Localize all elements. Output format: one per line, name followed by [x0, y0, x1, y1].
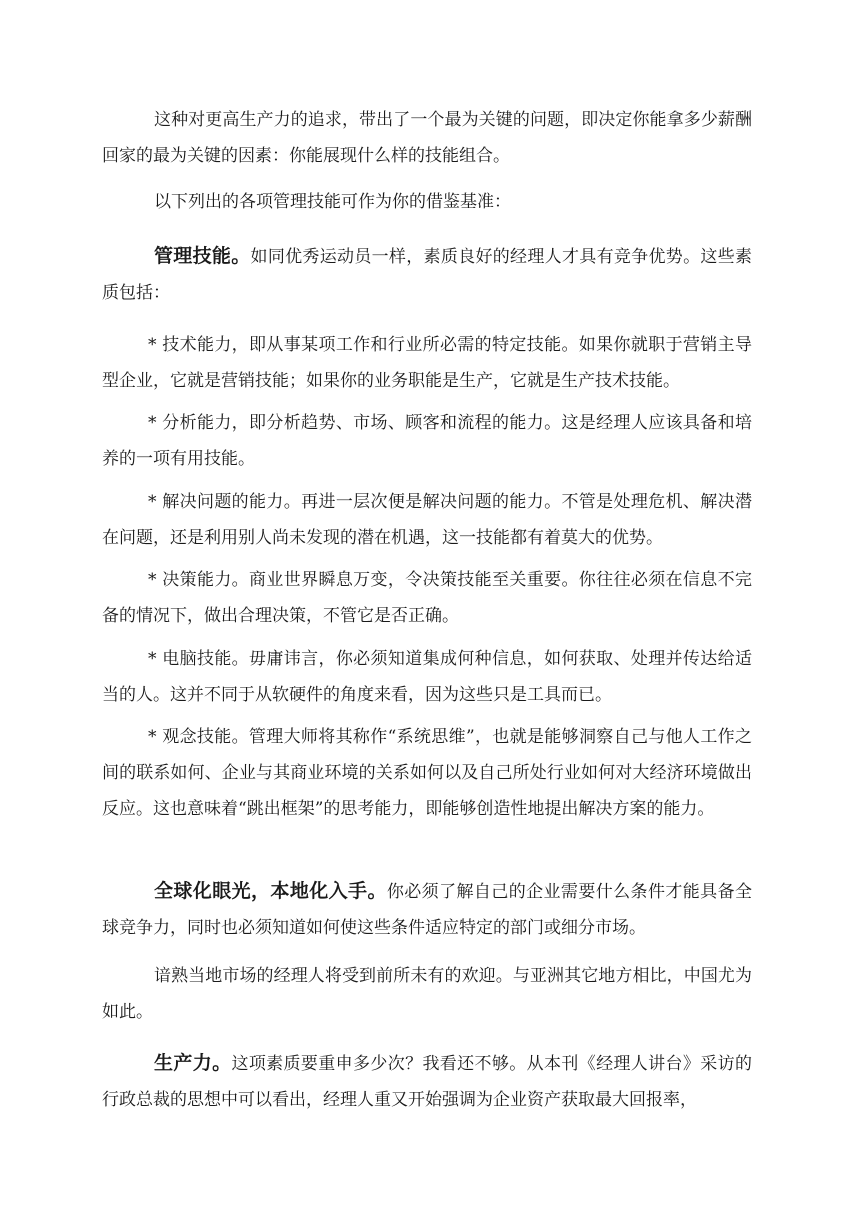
- global-text: 你必须了解自己的企业需要什么条件才能具备全球竞争力，同时也必须知道如何使这些条件适应特定的部门或细分市场。: [102, 882, 752, 938]
- management-skills-text: 如同优秀运动员一样，素质良好的经理人才具有竞争优势。这些素质包括：: [102, 247, 752, 303]
- skill-item-problem-solving: * 解决问题的能力。再进一层次便是解决问题的能力。不管是处理危机、解决潜在问题，还是利用别人尚未发现的潜在机遇，这一技能都有着莫大的优势。: [102, 492, 752, 548]
- skill-item-analytical: * 分析能力，即分析趋势、市场、顾客和流程的能力。这是经理人应该具备和培养的一项有用技能。: [102, 413, 752, 469]
- intro-paragraph: 这种对更高生产力的追求，带出了一个最为关键的问题，即决定你能拿多少薪酬回家的最为关键的因素：你能展现什么样的技能组合。: [102, 110, 752, 166]
- productivity-text: 这项素质要重申多少次？我看还不够。从本刊《经理人讲台》采访的行政总裁的思想中可以看出，经理人重又开始强调为企业资产获取最大回报率，: [102, 1054, 752, 1110]
- skill-item-technical: * 技术能力，即从事某项工作和行业所必需的特定技能。如果你就职于营销主导型企业，它就是营销技能；如果你的业务职能是生产，它就是生产技术技能。: [102, 335, 752, 391]
- local-market-paragraph: 谙熟当地市场的经理人将受到前所未有的欢迎。与亚洲其它地方相比，中国尤为如此。: [102, 966, 752, 1022]
- lead-paragraph: 以下列出的各项管理技能可作为你的借鉴基准：: [154, 192, 511, 212]
- productivity-heading: 生产力。: [154, 1052, 232, 1074]
- skill-item-decision: * 决策能力。商业世界瞬息万变，令决策技能至关重要。你往往必须在信息不完备的情况下，做出合理决策，不管它是否正确。: [102, 570, 752, 626]
- management-skills-paragraph: [102, 238, 752, 311]
- management-skills-heading: 管理技能。: [154, 245, 251, 267]
- skill-item-computer: * 电脑技能。毋庸讳言，你必须知道集成何种信息，如何获取、处理并传达给适当的人。这并不同于从软硬件的角度来看，因为这些只是工具而已。: [102, 649, 752, 705]
- global-heading: 全球化眼光，本地化入手。: [154, 880, 387, 902]
- productivity-paragraph: [102, 1045, 752, 1118]
- global-paragraph: [102, 873, 752, 946]
- skill-item-conceptual: * 观念技能。管理大师将其称作“系统思维”，也就是能够洞察自己与他人工作之间的联系如何、企业与其商业环境的关系如何以及自己所处行业如何对大经济环境做出反应。这也意味着“跳出框架”的思考能力，即能够创造性地提出解决方案的能力。: [102, 727, 752, 819]
